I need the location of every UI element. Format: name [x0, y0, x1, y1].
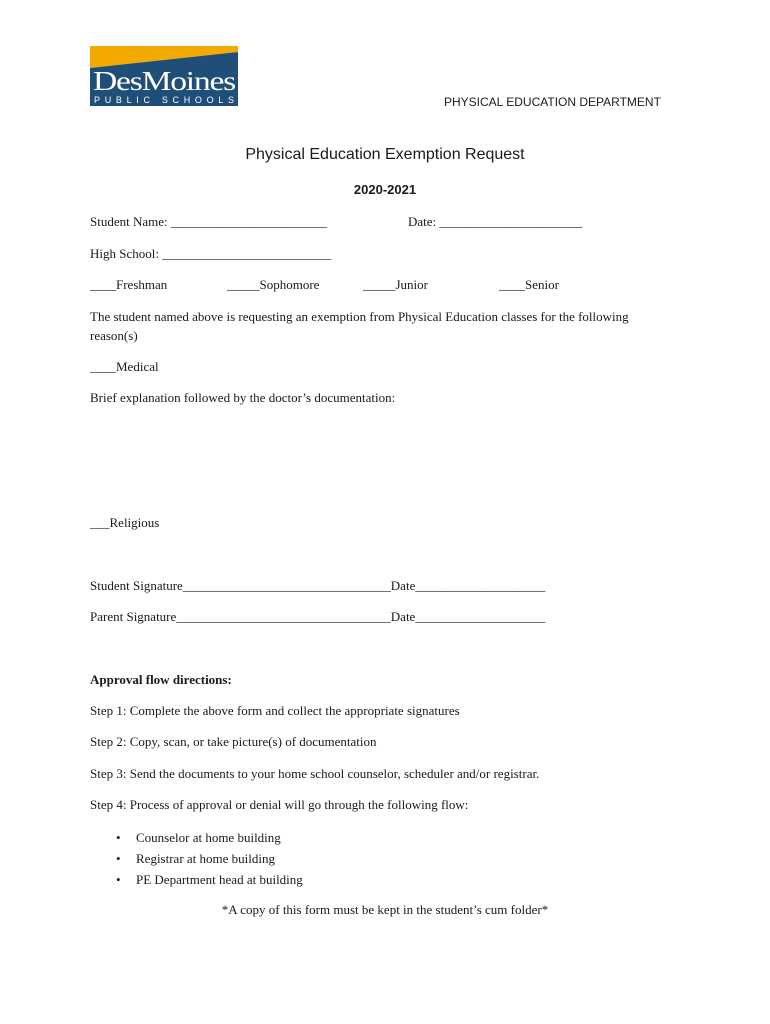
page-title: Physical Education Exemption Request [245, 146, 525, 163]
parent-signature-line[interactable]: Parent Signature_________________________________Date____________________ [90, 609, 546, 624]
flow-item-pe-head: • PE Department head at building [112, 869, 303, 890]
approval-step-2: Step 2: Copy, scan, or take picture(s) of documentation [90, 734, 377, 749]
cum-folder-note: *A copy of this form must be kept in the student’s cum folder* [221, 902, 549, 917]
student-signature-line[interactable]: Student Signature________________________________Date____________________ [90, 578, 546, 593]
request-text-line1: The student named above is requesting an exemption from Physical Education classes for the following [90, 309, 629, 324]
grade-senior[interactable]: ____Senior [499, 277, 559, 292]
grade-freshman[interactable]: ____Freshman [90, 277, 168, 292]
approval-flow-list [112, 827, 303, 890]
logo-wordmark: DesMoines [93, 66, 236, 96]
approval-step-3: Step 3: Send the documents to your home school counselor, scheduler and/or registrar. [90, 766, 540, 781]
date-field[interactable]: Date: ______________________ [408, 214, 583, 229]
grade-sophomore[interactable]: _____Sophomore [227, 277, 320, 292]
school-year: 2020-2021 [353, 182, 417, 197]
request-text-line2: reason(s) [90, 328, 138, 343]
explanation-label: Brief explanation followed by the doctor’s documentation: [90, 390, 396, 405]
logo-subtitle: PUBLIC SCHOOLS [94, 95, 234, 105]
flow-item-counselor: • Counselor at home building [112, 827, 303, 848]
reason-religious[interactable]: ___Religious [90, 515, 160, 530]
grade-junior[interactable]: _____Junior [363, 277, 428, 292]
approval-step-1: Step 1: Complete the above form and collect the appropriate signatures [90, 703, 460, 718]
reason-medical[interactable]: ____Medical [90, 359, 159, 374]
flow-item-registrar: • Registrar at home building [112, 848, 303, 869]
student-name-field[interactable]: Student Name: ________________________ [90, 214, 327, 229]
des-moines-public-schools-logo [90, 46, 238, 106]
high-school-field[interactable]: High School: __________________________ [90, 246, 332, 261]
approval-step-4: Step 4: Process of approval or denial will go through the following flow: [90, 797, 469, 812]
department-name: PHYSICAL EDUCATION DEPARTMENT [444, 95, 661, 109]
approval-heading: Approval flow directions: [90, 672, 232, 687]
